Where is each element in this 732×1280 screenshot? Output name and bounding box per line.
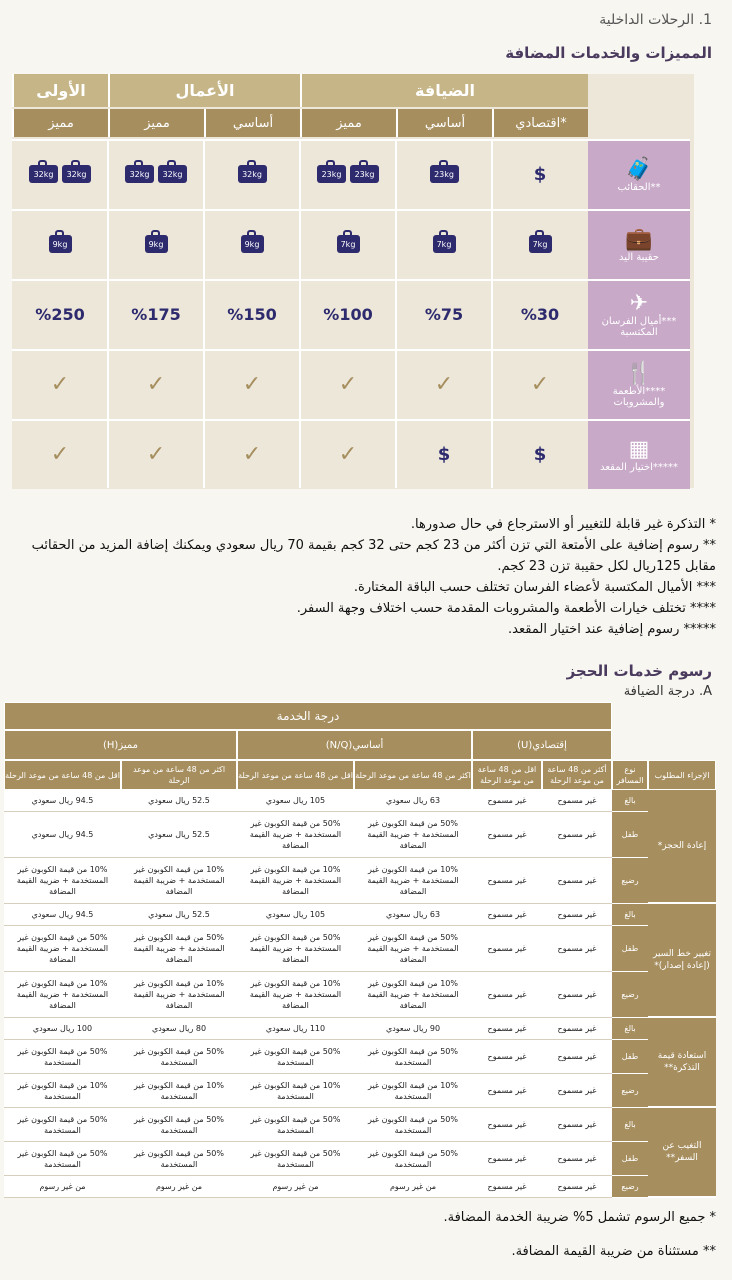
- fee-cell: من غير رسوم: [237, 1176, 354, 1198]
- note-2: *** الأميال المكتسبة لأعضاء الفرسان تختلف حسب الباقة المختارة.: [353, 580, 716, 595]
- class-economy: [472, 730, 612, 760]
- suitcase-icon: 32kg: [29, 165, 58, 183]
- miles-cell: [300, 279, 396, 349]
- check-icon: ✓: [530, 371, 550, 397]
- row-label-0: [588, 139, 690, 209]
- row-label-text: ***أميال الفرسان المكتسبة: [601, 316, 677, 338]
- features-title: المميزات والخدمات المضافة: [505, 44, 712, 62]
- fee-cell: غير مسموح: [542, 972, 612, 1018]
- suitcase-icon: 23kg: [317, 165, 346, 183]
- miles-value: %30: [520, 304, 560, 324]
- fee-cell: 50% من قيمة الكوبون غير المستخدمة + ضريبة القيمة المضافة: [237, 926, 354, 972]
- check-icon: ✓: [50, 441, 70, 467]
- fee-cell: 50% من قيمة الكوبون غير المستخدمة + ضريبة القيمة المضافة: [237, 812, 354, 858]
- note-4: ***** رسوم إضافية عند اختيار المقعد.: [508, 622, 716, 637]
- fee-cell: 50% من قيمة الكوبون غير المستخدمة: [354, 1142, 472, 1176]
- hand-bag-icon: 9kg: [145, 235, 168, 253]
- fees-title: رسوم خدمات الحجز: [566, 662, 712, 680]
- fee-cell: 50% من قيمة الكوبون غير المستخدمة + ضريبة القيمة المضافة: [354, 812, 472, 858]
- miles-cell: [108, 279, 204, 349]
- row-label-text: **الحقائب: [617, 181, 661, 193]
- fee-cell: من غير رسوم: [4, 1176, 121, 1198]
- hand-baggage-cell: [396, 209, 492, 279]
- hand-bag-icon: 7kg: [529, 235, 552, 253]
- fee-cell: 10% من قيمة الكوبون غير المستخدمة: [4, 1074, 121, 1108]
- fee-cell: غير مسموح: [542, 1108, 612, 1142]
- notes: [16, 514, 716, 640]
- baggage-cell: [12, 139, 108, 209]
- fee-cell: غير مسموح: [472, 812, 542, 858]
- seat-cell: [300, 419, 396, 489]
- check-icon: ✓: [434, 371, 454, 397]
- action-cell: تغيير خط السير (إعادة إصدار)*: [648, 904, 716, 1018]
- fee-cell: غير مسموح: [542, 1074, 612, 1108]
- col-header-premium-more: اكثر من 48 ساعة من موعد الرحلة: [121, 760, 237, 790]
- class-basic: [237, 730, 472, 760]
- food-cell: [108, 349, 204, 419]
- check-icon: ✓: [146, 371, 166, 397]
- briefcase-icon: 💼: [625, 226, 653, 252]
- baggage-cell: [204, 139, 300, 209]
- fee-dollar: $: [437, 443, 451, 465]
- traveler-type: طفل: [612, 1142, 648, 1176]
- fees-subtitle: A. درجة الضيافة: [623, 684, 712, 699]
- fee-cell: 80 ريال سعودي: [121, 1018, 237, 1040]
- hand-baggage-cell: [492, 209, 588, 279]
- sub-header-0: *اقتصادي: [492, 109, 588, 137]
- fee-cell: 50% من قيمة الكوبون غير المستخدمة: [4, 1040, 121, 1074]
- traveler-type: بالغ: [612, 904, 648, 926]
- fee-cell: 10% من قيمة الكوبون غير المستخدمة: [237, 1074, 354, 1108]
- suitcase-icon: 32kg: [62, 165, 91, 183]
- fee-cell: غير مسموح: [542, 904, 612, 926]
- fee-cell: 10% من قيمة الكوبون غير المستخدمة + ضريبة القيمة المضافة: [354, 858, 472, 904]
- food-cell: [204, 349, 300, 419]
- class-code: (H): [102, 739, 119, 751]
- hand-baggage-cell: [108, 209, 204, 279]
- fee-cell: غير مسموح: [472, 972, 542, 1018]
- fee-cell: غير مسموح: [542, 1040, 612, 1074]
- traveler-type: رضيع: [612, 972, 648, 1018]
- food-cell: [396, 349, 492, 419]
- note-0: * التذكرة غير قابلة للتغيير أو الاسترجاع في حال صدورها.: [410, 517, 716, 532]
- fee-cell: غير مسموح: [472, 904, 542, 926]
- fee-cell: 10% من قيمة الكوبون غير المستخدمة: [354, 1074, 472, 1108]
- col-header-basic-more: اكثر من 48 ساعة من موعد الرحلة: [354, 760, 472, 790]
- section-title: 1. الرحلات الداخلية: [599, 12, 712, 28]
- fee-cell: 94.5 ريال سعودي: [4, 904, 121, 926]
- fee-dollar: $: [533, 163, 547, 185]
- traveler-type: رضيع: [612, 858, 648, 904]
- seat-cell: [396, 419, 492, 489]
- group-business: الأعمال: [108, 74, 300, 107]
- fee-cell: غير مسموح: [542, 1018, 612, 1040]
- col-header-basic-less: اقل من 48 ساعة من موعد الرحلة: [237, 760, 354, 790]
- fee-cell: غير مسموح: [472, 926, 542, 972]
- miles-value: %250: [35, 304, 85, 324]
- fee-cell: 50% من قيمة الكوبون غير المستخدمة: [354, 1040, 472, 1074]
- col-header-action: الإجراء المطلوب: [648, 760, 716, 790]
- check-icon: ✓: [242, 441, 262, 467]
- fee-cell: 50% من قيمة الكوبون غير المستخدمة + ضريبة القيمة المضافة: [4, 926, 121, 972]
- fee-cell: 105 ريال سعودي: [237, 790, 354, 812]
- hand-baggage-cell: [12, 209, 108, 279]
- traveler-type: طفل: [612, 926, 648, 972]
- class-name: إقتصادي: [532, 739, 567, 751]
- hand-baggage-cell: [300, 209, 396, 279]
- suitcase-icon: 32kg: [238, 165, 267, 183]
- miles-value: %175: [131, 304, 181, 324]
- action-cell: التغيب عن السفر**: [648, 1108, 716, 1198]
- row-label-2: [588, 279, 690, 349]
- action-cell: استعادة قيمة التذكرة**: [648, 1018, 716, 1108]
- fee-cell: 50% من قيمة الكوبون غير المستخدمة + ضريبة القيمة المضافة: [121, 926, 237, 972]
- fee-cell: من غير رسوم: [354, 1176, 472, 1198]
- col-header-eco-more: أكثر من 48 ساعة من موعد الرحلة: [542, 760, 612, 790]
- fee-cell: 63 ريال سعودي: [354, 790, 472, 812]
- fee-cell: 10% من قيمة الكوبون غير المستخدمة: [121, 1074, 237, 1108]
- suitcase-icon: 🧳: [625, 156, 653, 182]
- fee-cell: 52.5 ريال سعودي: [121, 812, 237, 858]
- hand-bag-icon: 9kg: [241, 235, 264, 253]
- fee-cell: من غير رسوم: [121, 1176, 237, 1198]
- service-class-header: درجة الخدمة: [4, 702, 612, 730]
- food-cell: [300, 349, 396, 419]
- fee-cell: 10% من قيمة الكوبون غير المستخدمة + ضريبة القيمة المضافة: [4, 858, 121, 904]
- fee-cell: 100 ريال سعودي: [4, 1018, 121, 1040]
- row-label-text: ****الأطعمة والمشروبات: [612, 386, 666, 408]
- fee-cell: غير مسموح: [542, 1176, 612, 1198]
- fee-cell: غير مسموح: [472, 1018, 542, 1040]
- seat-icon: ▦: [628, 436, 650, 462]
- fee-cell: غير مسموح: [472, 1176, 542, 1198]
- plane-icon: ✈: [629, 291, 649, 316]
- group-hospitality: الضيافة: [300, 74, 588, 107]
- fee-cell: 50% من قيمة الكوبون غير المستخدمة: [354, 1108, 472, 1142]
- class-name: أساسي: [352, 739, 384, 751]
- group-first: الأولى: [12, 74, 108, 107]
- miles-value: %75: [424, 304, 464, 324]
- fee-cell: 50% من قيمة الكوبون غير المستخدمة: [121, 1108, 237, 1142]
- class-name: مميز: [118, 739, 139, 751]
- fee-cell: غير مسموح: [542, 1142, 612, 1176]
- row-label-3: [588, 349, 690, 419]
- suitcase-icon: 32kg: [158, 165, 187, 183]
- fee-dollar: $: [533, 443, 547, 465]
- miles-cell: [204, 279, 300, 349]
- fee-cell: 10% من قيمة الكوبون غير المستخدمة + ضريبة القيمة المضافة: [237, 858, 354, 904]
- fee-cell: 10% من قيمة الكوبون غير المستخدمة + ضريبة القيمة المضافة: [4, 972, 121, 1018]
- row-label-text: *****اختيار المقعد: [600, 461, 678, 473]
- traveler-type: بالغ: [612, 1108, 648, 1142]
- sub-header-1: أساسي: [396, 109, 492, 137]
- traveler-type: بالغ: [612, 790, 648, 812]
- col-header-eco-less: اقل من 48 ساعة من موعد الرحلة: [472, 760, 542, 790]
- miles-cell: [492, 279, 588, 349]
- fee-cell: 94.5 ريال سعودي: [4, 790, 121, 812]
- row-label-1: [588, 209, 690, 279]
- food-tray-icon: 🍴: [625, 361, 653, 386]
- footnote-1: * جميع الرسوم تشمل 5% ضريبة الخدمة المضافة.: [443, 1210, 716, 1225]
- suitcase-icon: 23kg: [350, 165, 379, 183]
- check-icon: ✓: [242, 371, 262, 397]
- fee-cell: 10% من قيمة الكوبون غير المستخدمة + ضريبة القيمة المضافة: [237, 972, 354, 1018]
- col-header-premium-less: اقل من 48 ساعة من موعد الرحلة: [4, 760, 121, 790]
- fee-cell: 52.5 ريال سعودي: [121, 904, 237, 926]
- fee-cell: غير مسموح: [542, 790, 612, 812]
- fee-cell: 10% من قيمة الكوبون غير المستخدمة + ضريبة القيمة المضافة: [354, 972, 472, 1018]
- fee-cell: 50% من قيمة الكوبون غير المستخدمة: [237, 1108, 354, 1142]
- check-icon: ✓: [50, 371, 70, 397]
- fee-cell: 50% من قيمة الكوبون غير المستخدمة: [121, 1142, 237, 1176]
- traveler-type: طفل: [612, 812, 648, 858]
- baggage-cell: [396, 139, 492, 209]
- food-cell: [12, 349, 108, 419]
- fee-cell: غير مسموح: [472, 858, 542, 904]
- fee-cell: 50% من قيمة الكوبون غير المستخدمة + ضريبة القيمة المضافة: [354, 926, 472, 972]
- miles-value: %100: [323, 304, 373, 324]
- traveler-type: رضيع: [612, 1074, 648, 1108]
- class-code: (U): [517, 739, 533, 751]
- sub-header-2: مميز: [300, 109, 396, 137]
- class-code: (N/Q): [325, 739, 353, 751]
- fee-cell: 110 ريال سعودي: [237, 1018, 354, 1040]
- traveler-type: رضيع: [612, 1176, 648, 1198]
- fee-cell: غير مسموح: [542, 858, 612, 904]
- baggage-cell: [492, 139, 588, 209]
- note-1: ** رسوم إضافية على الأمتعة التي تزن أكثر من 23 كجم حتى 32 كجم بقيمة 70 ريال سعودي ويمكنك إضافة المزيد من الحقائب مقابل 125ريال لكل حقيبة تزن 23 كجم.: [31, 538, 716, 574]
- hand-bag-icon: 9kg: [49, 235, 72, 253]
- seat-cell: [204, 419, 300, 489]
- fee-cell: غير مسموح: [472, 1074, 542, 1108]
- fee-cell: 90 ريال سعودي: [354, 1018, 472, 1040]
- hand-baggage-cell: [204, 209, 300, 279]
- hand-bag-icon: 7kg: [337, 235, 360, 253]
- traveler-type: طفل: [612, 1040, 648, 1074]
- fee-cell: غير مسموح: [472, 1142, 542, 1176]
- sub-header-3: أساسي: [204, 109, 300, 137]
- footnote-2: ** مستثناة من ضريبة القيمة المضافة.: [511, 1244, 716, 1259]
- fee-cell: 105 ريال سعودي: [237, 904, 354, 926]
- fee-cell: 52.5 ريال سعودي: [121, 790, 237, 812]
- seat-cell: [492, 419, 588, 489]
- class-premium: [4, 730, 237, 760]
- features-table: [12, 74, 694, 488]
- action-cell: إعادة الحجز*: [648, 790, 716, 904]
- row-label-text: حقيبة اليد: [619, 251, 659, 263]
- fee-cell: غير مسموح: [472, 1040, 542, 1074]
- fee-cell: 63 ريال سعودي: [354, 904, 472, 926]
- food-cell: [492, 349, 588, 419]
- fee-cell: غير مسموح: [542, 812, 612, 858]
- miles-cell: [396, 279, 492, 349]
- fee-cell: غير مسموح: [472, 1108, 542, 1142]
- fee-cell: غير مسموح: [472, 790, 542, 812]
- fee-cell: 10% من قيمة الكوبون غير المستخدمة + ضريبة القيمة المضافة: [121, 972, 237, 1018]
- check-icon: ✓: [338, 441, 358, 467]
- fee-cell: 50% من قيمة الكوبون غير المستخدمة: [4, 1142, 121, 1176]
- seat-cell: [108, 419, 204, 489]
- miles-value: %150: [227, 304, 277, 324]
- fee-cell: 50% من قيمة الكوبون غير المستخدمة: [237, 1040, 354, 1074]
- fee-cell: 50% من قيمة الكوبون غير المستخدمة: [237, 1142, 354, 1176]
- check-icon: ✓: [338, 371, 358, 397]
- sub-header-4: مميز: [108, 109, 204, 137]
- note-3: **** تختلف خيارات الأطعمة والمشروبات المقدمة حسب اختلاف وجهة السفر.: [296, 601, 716, 616]
- fee-cell: 50% من قيمة الكوبون غير المستخدمة: [4, 1108, 121, 1142]
- fee-cell: 50% من قيمة الكوبون غير المستخدمة: [121, 1040, 237, 1074]
- baggage-cell: [300, 139, 396, 209]
- miles-cell: [12, 279, 108, 349]
- check-icon: ✓: [146, 441, 166, 467]
- col-header-type: نوع المسافر: [612, 760, 648, 790]
- fee-cell: 94.5 ريال سعودي: [4, 812, 121, 858]
- sub-header-5: مميز: [12, 109, 108, 137]
- traveler-type: بالغ: [612, 1018, 648, 1040]
- suitcase-icon: 32kg: [125, 165, 154, 183]
- row-label-4: [588, 419, 690, 489]
- hand-bag-icon: 7kg: [433, 235, 456, 253]
- suitcase-icon: 23kg: [430, 165, 459, 183]
- fee-cell: غير مسموح: [542, 926, 612, 972]
- fee-cell: 10% من قيمة الكوبون غير المستخدمة + ضريبة القيمة المضافة: [121, 858, 237, 904]
- seat-cell: [12, 419, 108, 489]
- baggage-cell: [108, 139, 204, 209]
